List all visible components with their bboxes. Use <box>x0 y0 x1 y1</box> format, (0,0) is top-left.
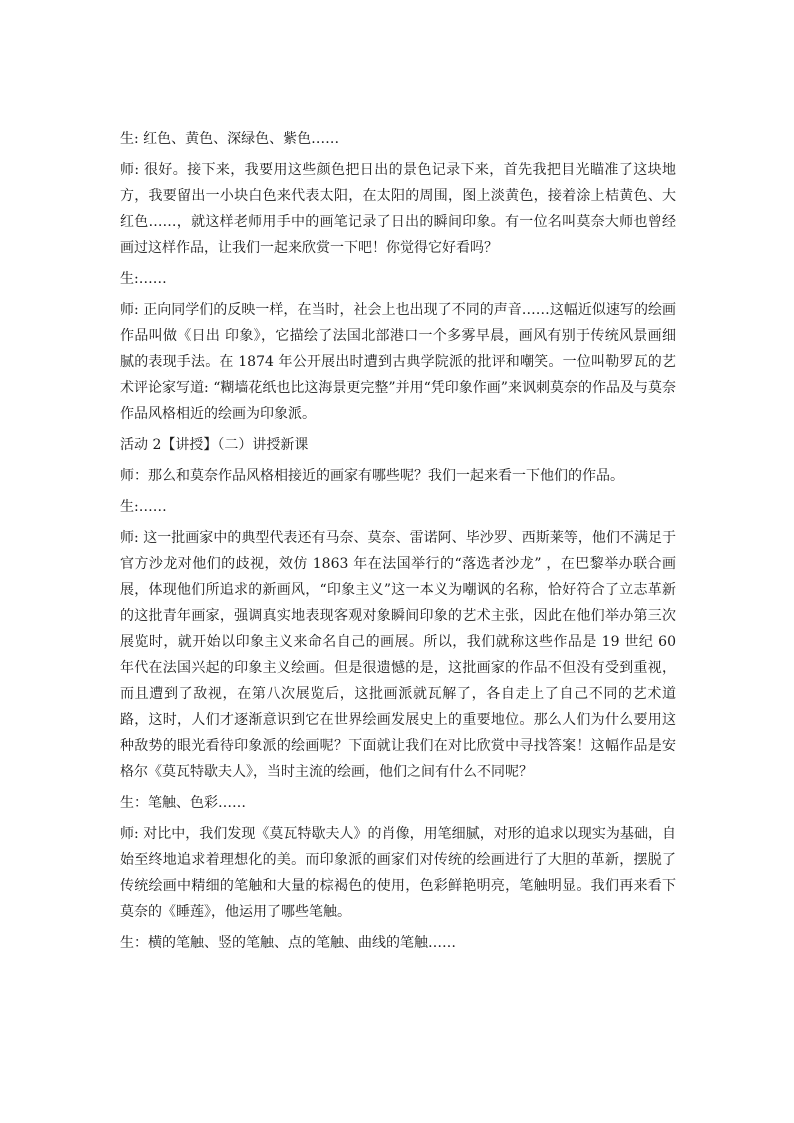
document-body <box>120 126 676 961</box>
student-reply: 生:…… <box>120 271 167 287</box>
student-reply-brushstrokes: 生：笔触、色彩…… <box>120 795 246 811</box>
teacher-paragraph-impressionists: 师: 这一批画家中的典型代表还有马奈、莫奈、雷诺阿、毕沙罗、西斯莱等，他们不满足于官方沙龙对他们的歧视，效仿 1863 年在法国举行的“落选者沙龙” ，在巴黎举办联合画展，体现他们所追求的新画风，“印象主义”这一本义为嘲讽的名称，恰好符合了立志革新的这批青年画家，强调真实地表现客观对象瞬间印象的艺术主张，因此在他们举办第三次展览时，就开始以印象主义来命名自己的画展。所以，我们就称这些作品是 19 世纪 60 年代在法国兴起的印象主义绘画。但是很遗憾的是，这批画家的作品不但没有受到重视，而且遭到了敌视，在第八次展览后，这批画派就瓦解了，各自走上了自己不同的艺术道路，这时，人们才逐渐意识到它在世界绘画发展史上的重要地位。那么人们为什么要用这种敌势的眼光看待印象派的绘画呢？下面就让我们在对比欣赏中寻找答案！这幅作品是安格尔《莫瓦特歇夫人》，当时主流的绘画，他们之间有什么不同呢？ <box>120 530 676 780</box>
teacher-paragraph-comparison: 师: 对比中，我们发现《莫瓦特歇夫人》的肖像，用笔细腻，对形的追求以现实为基础，自始至终地追求着理想化的美。而印象派的画家们对传统的绘画进行了大胆的革新，摆脱了传统绘画中精细的笔触和大量的棕褐色的使用，色彩鲜艳明亮，笔触明显。我们再来看下莫奈的《睡莲》，他运用了哪些笔触。 <box>120 826 676 920</box>
teacher-question-painters: 师：那么和莫奈作品风格相接近的画家有哪些呢？我们一起来看一下他们的作品。 <box>120 468 624 484</box>
teacher-paragraph-sunrise: 师: 很好。接下来，我要用这些颜色把日出的景色记录下来，首先我把目光瞄准了这块地方，我要留出一小块白色来代表太阳，在太阳的周围，图上淡黄色，接着涂上桔黄色、大红色……，就这样老师用手中的画笔记录了日出的瞬间印象。有一位名叫莫奈大师也曾经画过这样作品，让我们一起来欣赏一下吧！你觉得它好看吗？ <box>120 162 676 256</box>
student-reply-stroke-types: 生：横的笔触、竖的笔触、点的笔触、曲线的笔触…… <box>120 935 456 951</box>
teacher-paragraph-impression: 师: 正向同学们的反映一样，在当时，社会上也出现了不同的声音……这幅近似速写的绘画作品叫做《日出 印象》，它描绘了法国北部港口一个多雾早晨，画风有别于传统风景画细腻的表现手法。在 1874 年公开展出时遭到古典学院派的批评和嘲笑。一位叫勒罗瓦的艺术评论家写道: “糊墙花纸也比这海景更完整”并用“凭印象作画”来讽刺莫奈的作品及与莫奈作品风格相近的绘画为印象派。 <box>120 302 676 422</box>
student-reply: 生:…… <box>120 499 167 515</box>
activity-heading: 活动 2【讲授】（二）讲授新课 <box>120 437 309 453</box>
student-reply-colors: 生: 红色、黄色、深绿色、紫色…… <box>120 131 340 147</box>
